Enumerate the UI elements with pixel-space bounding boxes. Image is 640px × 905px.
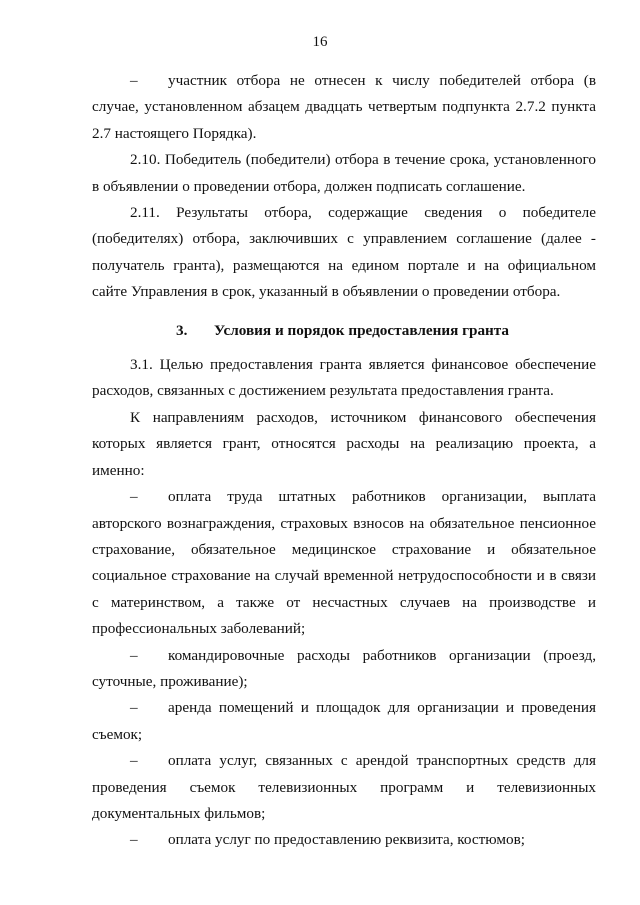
paragraph-expense-directions: К направлениям расходов, источником финансового обеспечения которых является грант, относятся расходы на реализацию проекта, а именно:	[92, 408, 596, 479]
list-item-dash	[92, 827, 596, 853]
document-body	[92, 68, 596, 854]
list-item-dash	[92, 484, 596, 642]
list-item-dash	[92, 748, 596, 827]
dash-marker: –	[130, 831, 138, 849]
dash-marker: –	[130, 488, 138, 506]
page-number: 16	[312, 34, 328, 50]
dash-marker: –	[130, 72, 138, 89]
dash-marker: –	[130, 646, 138, 664]
list-item-text: аренда помещений и площадок для организации и проведения съемок;	[92, 699, 596, 743]
list-item-text: командировочные расходы работников организации (проезд, суточные, проживание);	[92, 646, 596, 690]
section-heading	[92, 318, 596, 344]
paragraph-2-10: 2.10. Победитель (победители) отбора в течение срока, установленного в объявлении о проведении отбора, должен подписать соглашение.	[92, 151, 596, 195]
list-item-text: оплата труда штатных работников организации, выплата авторского вознаграждения, страховых взносов на обязательное пенсионное страхование, обязательное медицинское страхование и обязательное социальное страхование на случай временной нетрудоспособности и в связи с материнством, а также от несчастных случаев на производстве и профессиональных заболеваний;	[92, 488, 596, 638]
list-item-dash	[92, 643, 596, 696]
list-item-text: оплата услуг по предоставлению реквизита, костюмов;	[168, 831, 526, 849]
list-item-dash	[92, 68, 596, 147]
paragraph-2-11: 2.11. Результаты отбора, содержащие сведения о победителе (победителях) отбора, заключивших с управлением соглашение (далее - получатель гранта), размещаются на едином портале и на официальном сайте Управления в срок, указанный в объявлении о проведении отбора.	[92, 204, 596, 301]
section-number: 3.	[176, 321, 188, 339]
paragraph-3-1: 3.1. Целью предоставления гранта является финансовое обеспечение расходов, связанных с достижением результата предоставления гранта.	[92, 356, 596, 400]
dash-marker: –	[130, 699, 138, 717]
list-item-dash	[92, 695, 596, 748]
list-item-text: участник отбора не отнесен к числу победителей отбора (в случае, установленном абзацем двадцать четвертым подпункта 2.7.2 пункта 2.7 настоящего Порядка).	[92, 72, 596, 142]
section-title: Условия и порядок предоставления гранта	[214, 321, 510, 339]
dash-marker: –	[130, 752, 138, 770]
list-item-text: оплата услуг, связанных с арендой транспортных средств для проведения съемок телевизионных программ и телевизионных документальных фильмов;	[92, 752, 596, 822]
